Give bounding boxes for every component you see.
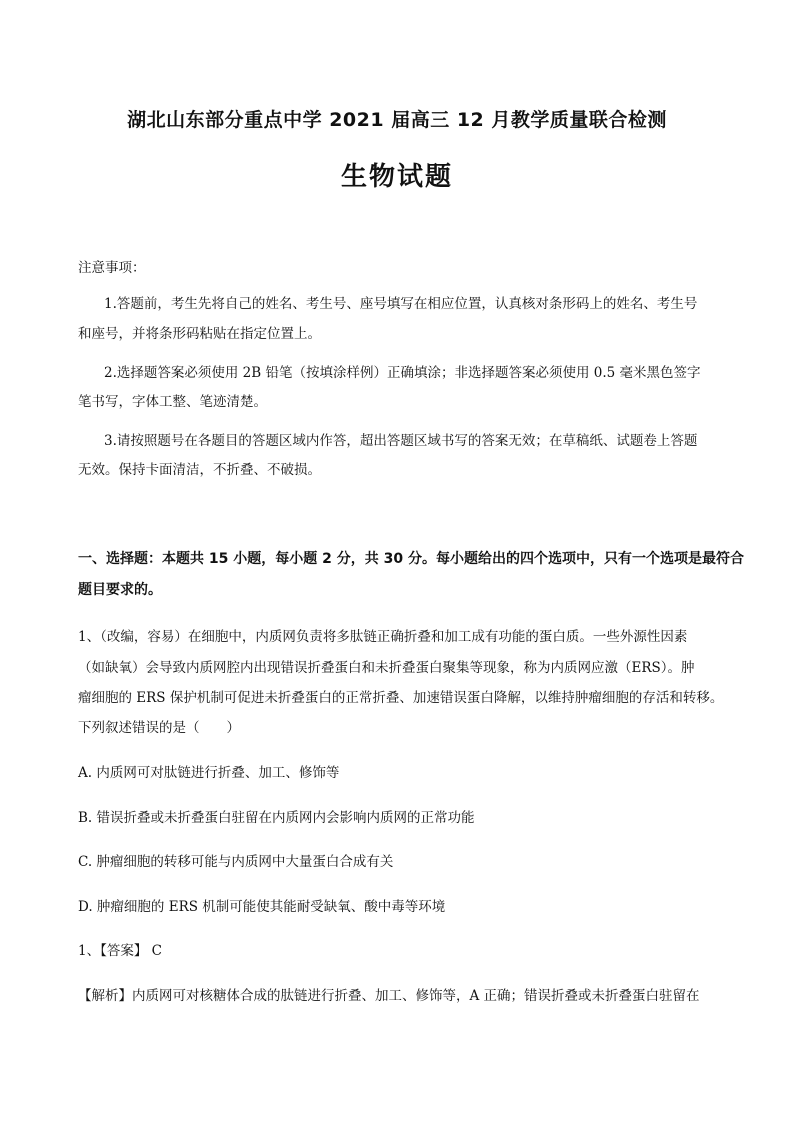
notice-item-1-line-2: 和座号，并将条形码粘贴在指定位置上。 bbox=[78, 326, 321, 342]
option-a: A. 内质网可对肽链进行折叠、加工、修饰等 bbox=[78, 765, 340, 781]
answer-line: 1、【答案】 C bbox=[78, 943, 162, 959]
section-heading-line-1: 一、选择题：本题共 15 小题，每小题 2 分，共 30 分。每小题给出的四个选项中，只有一个选项是最符合 bbox=[78, 551, 744, 567]
notice-item-3-line-2: 无效。保持卡面清洁，不折叠、不破损。 bbox=[78, 462, 321, 478]
notice-item-2-line-1: 2.选择题答案必须使用 2B 铅笔（按填涂样例）正确填涂；非选择题答案必须使用 0.5 毫米黑色签字 bbox=[104, 365, 701, 381]
question-stem-line-3: 瘤细胞的 ERS 保护机制可促进未折叠蛋白的正常折叠、加速错误蛋白降解，以维持肿瘤细胞的存活和转移。 bbox=[78, 690, 724, 706]
notice-item-3-line-1: 3.请按照题号在各题目的答题区域内作答，超出答题区域书写的答案无效；在草稿纸、试题卷上答题 bbox=[104, 433, 698, 449]
notice-item-2-line-2: 笔书写，字体工整、笔迹清楚。 bbox=[78, 394, 267, 410]
question-stem-line-4: 下列叙述错误的是（ ） bbox=[78, 720, 240, 736]
section-heading-line-2: 题目要求的。 bbox=[78, 582, 162, 598]
option-d: D. 肿瘤细胞的 ERS 机制可能使其能耐受缺氧、酸中毒等环境 bbox=[78, 899, 446, 915]
notice-item-1-line-1: 1.答题前，考生先将自己的姓名、考生号、座号填写在相应位置，认真核对条形码上的姓名、考生号 bbox=[104, 296, 698, 312]
option-c: C. 肿瘤细胞的转移可能与内质网中大量蛋白合成有关 bbox=[78, 854, 394, 870]
question-stem-line-1: 1、（改编，容易）在细胞中，内质网负责将多肽链正确折叠和加工成有功能的蛋白质。一些外源性因素 bbox=[78, 629, 688, 645]
exam-title: 湖北山东部分重点中学 2021 届高三 12 月教学质量联合检测 bbox=[127, 109, 667, 131]
option-b: B. 错误折叠或未折叠蛋白驻留在内质网内会影响内质网的正常功能 bbox=[78, 810, 475, 826]
exam-subject-title: 生物试题 bbox=[340, 162, 453, 192]
analysis-line: 【解析】内质网可对核糖体合成的肽链进行折叠、加工、修饰等，A 正确；错误折叠或未折叠蛋白驻留在 bbox=[78, 988, 700, 1004]
question-stem-line-2: （如缺氧）会导致内质网腔内出现错误折叠蛋白和未折叠蛋白聚集等现象，称为内质网应激（ERS）。肿 bbox=[78, 660, 695, 676]
notice-heading: 注意事项： bbox=[78, 260, 146, 276]
